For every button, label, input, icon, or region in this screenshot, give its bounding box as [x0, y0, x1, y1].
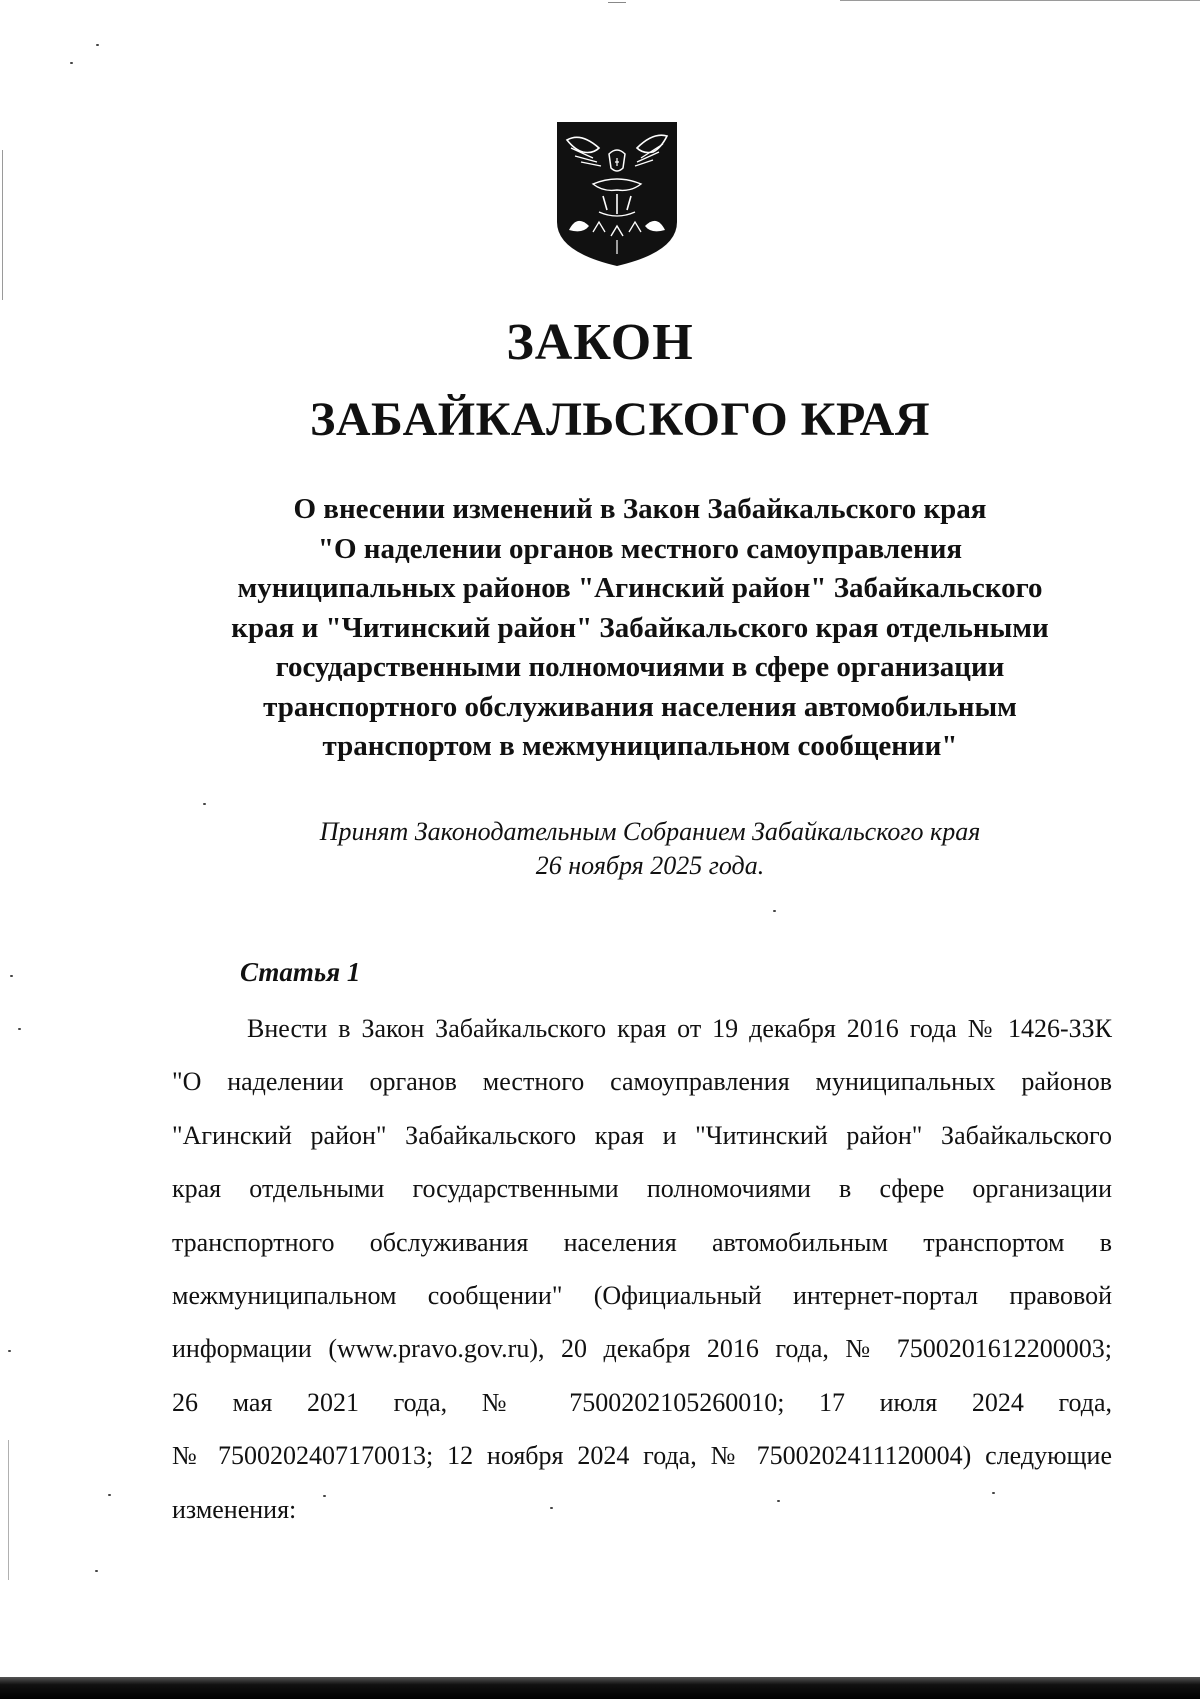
- body-line: края отдельными государственными полномочиями в сфере организации: [172, 1174, 1112, 1204]
- law-title: ЗАКОН: [506, 314, 694, 371]
- scan-speck: [95, 1570, 98, 1572]
- scan-speck: [108, 1494, 111, 1496]
- body-line: информации (www.pravo.gov.ru), 20 декабря 2016 года, № 7500201612200003;: [172, 1334, 1112, 1364]
- scan-speck: [8, 1350, 11, 1352]
- scan-speck: [10, 975, 13, 977]
- scan-speck: [203, 803, 206, 805]
- body-line: изменения:: [172, 1494, 297, 1524]
- heading-line: края и "Читинский район" Забайкальского края отдельными: [231, 611, 1049, 644]
- article-heading: Статья 1: [240, 957, 361, 987]
- body-line: № 7500202407170013; 12 ноября 2024 года, № 7500202411120004) следующие: [172, 1441, 1112, 1471]
- body-line: межмуниципальном сообщении" (Официальный интернет-портал правовой: [172, 1281, 1112, 1311]
- article-body: [172, 1002, 1112, 1536]
- document-heading: [160, 490, 1120, 767]
- heading-line: муниципальных районов "Агинский район" Забайкальского: [237, 572, 1043, 604]
- scan-speck: [96, 44, 99, 46]
- scan-edge-line: [840, 0, 1200, 1]
- scan-bottom-edge: [0, 1677, 1200, 1699]
- body-line: 26 мая 2021 года, № 7500202105260010; 17 июля 2024 года,: [172, 1387, 1112, 1417]
- body-line: "Агинский район" Забайкальского края и "Читинский район" Забайкальского: [172, 1120, 1112, 1150]
- heading-line: транспортного обслуживания населения автомобильным: [263, 690, 1017, 723]
- heading-line: государственными полномочиями в сфере организации: [275, 651, 1005, 683]
- body-line: Внести в Закон Забайкальского края от 19 декабря 2016 года № 1426-ЗЗК: [247, 1014, 1112, 1043]
- heading-line: "О наделении органов местного самоуправления: [317, 532, 963, 565]
- adoption-line: 26 ноября 2025 года.: [535, 851, 765, 880]
- coat-of-arms-icon: [553, 118, 681, 268]
- scan-mark: [608, 2, 626, 3]
- adoption-note: [200, 815, 1100, 883]
- heading-line: О внесении изменений в Закон Забайкальского края: [293, 493, 987, 525]
- scan-edge-line: [8, 1440, 9, 1580]
- heading-line: транспортом в межмуниципальном сообщении": [322, 730, 958, 762]
- scan-edge-line: [2, 150, 3, 300]
- scan-speck: [18, 1028, 21, 1030]
- body-line: "О наделении органов местного самоуправления муниципальных районов: [172, 1067, 1112, 1097]
- body-line: транспортного обслуживания населения автомобильным транспортом в: [172, 1227, 1112, 1257]
- adoption-line: Принят Законодательным Собранием Забайкальского края: [319, 817, 981, 846]
- law-subtitle: ЗАБАЙКАЛЬСКОГО КРАЯ: [310, 393, 930, 446]
- scan-speck: [773, 910, 776, 912]
- scan-speck: [70, 62, 73, 64]
